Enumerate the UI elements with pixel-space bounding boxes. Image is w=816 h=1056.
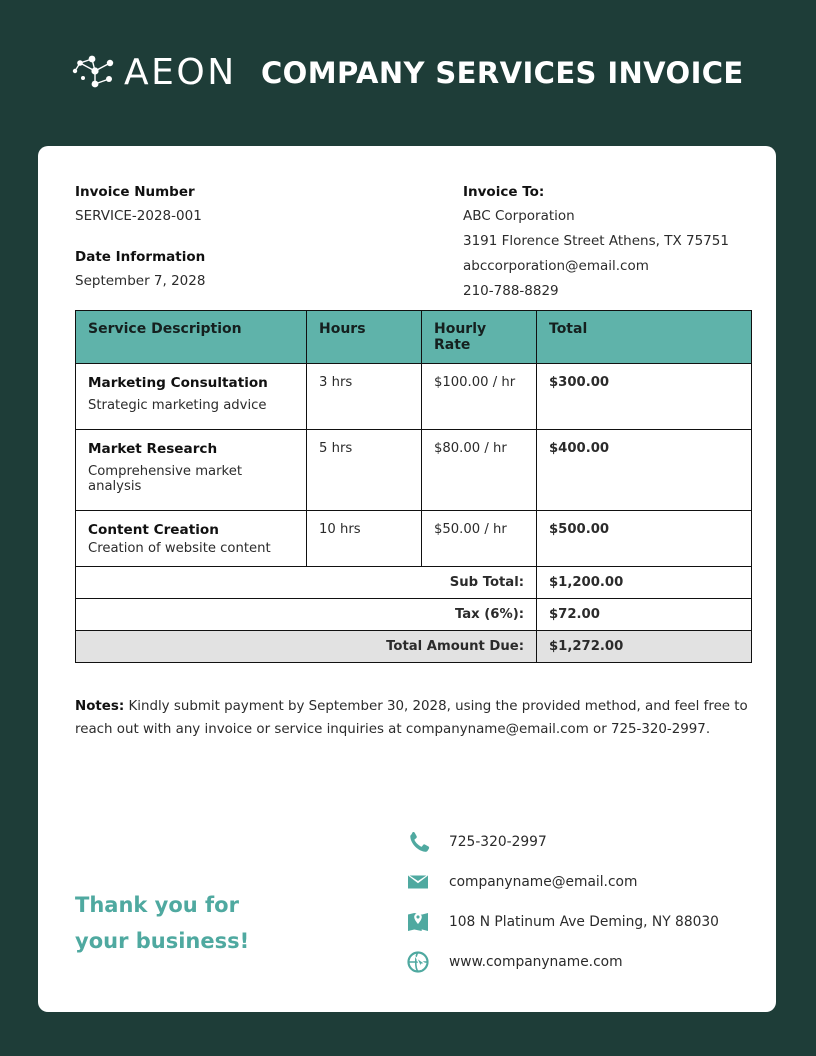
tax-label: Tax (6%): [76, 599, 537, 631]
column-header-rate: Hourly Rate [422, 311, 537, 364]
cell-service [76, 364, 307, 430]
service-title: Content Creation [88, 522, 219, 538]
cell-rate: $80.00 / hr [422, 430, 537, 511]
thank-you-line-2: your business! [75, 929, 250, 954]
table-row [76, 430, 752, 511]
contact-phone-text: 725-320-2997 [449, 834, 547, 850]
brand-logo [72, 51, 237, 95]
cell-hours: 5 hrs [307, 430, 422, 511]
table-row [76, 364, 752, 430]
envelope-icon [405, 869, 431, 895]
network-nodes-icon [72, 51, 118, 95]
tax-row [76, 599, 752, 631]
subtotal-label: Sub Total: [76, 567, 537, 599]
thank-you-line-1: Thank you for [75, 892, 239, 917]
contact-email-text: companyname@email.com [449, 874, 638, 890]
contact-address-text: 108 N Platinum Ave Deming, NY 88030 [449, 914, 719, 930]
cell-rate: $100.00 / hr [422, 364, 537, 430]
map-pin-icon [405, 909, 431, 935]
contact-website[interactable] [405, 942, 739, 982]
tax-value: $72.00 [537, 599, 752, 631]
cell-service [76, 511, 307, 567]
contact-phone[interactable] [405, 822, 739, 862]
cell-total: $500.00 [537, 511, 752, 567]
service-title: Marketing Consultation [88, 375, 268, 391]
service-title: Market Research [88, 441, 218, 457]
service-subtitle: Strategic marketing advice [88, 398, 267, 413]
contact-website-text: www.companyname.com [449, 954, 623, 970]
page-title: COMPANY SERVICES INVOICE [260, 56, 744, 90]
service-subtitle: Comprehensive market analysis [88, 464, 243, 494]
invoice-number-label: Invoice Number [75, 184, 195, 200]
contact-list [405, 822, 739, 982]
subtotal-row [76, 567, 752, 599]
service-subtitle: Creation of website content [88, 541, 271, 556]
cell-hours: 3 hrs [307, 364, 422, 430]
invoice-footer [75, 822, 739, 982]
column-header-hours: Hours [307, 311, 422, 364]
invoice-to-label: Invoice To: [463, 184, 545, 200]
notes-label: Notes: [75, 699, 125, 714]
client-phone: 210-788-8829 [463, 282, 559, 299]
column-header-description: Service Description [76, 311, 307, 364]
cell-total: $300.00 [537, 364, 752, 430]
total-amount-due-row [76, 631, 752, 663]
subtotal-value: $1,200.00 [537, 567, 752, 599]
invoice-number-value: SERVICE-2028-001 [75, 208, 202, 224]
total-amount-due-value: $1,272.00 [537, 631, 752, 663]
cell-service [76, 430, 307, 511]
invoice-meta [75, 184, 739, 302]
invoice-card [38, 146, 776, 1012]
date-information-label: Date Information [75, 248, 206, 265]
notes-section [75, 695, 751, 741]
invoice-meta-left [75, 184, 463, 302]
brand-name: AEON [124, 52, 237, 93]
client-email: abccorporation@email.com [463, 257, 649, 274]
website-cursor-icon [405, 949, 431, 975]
line-items-table [75, 310, 752, 663]
table-header-row [76, 311, 752, 364]
cell-total: $400.00 [537, 430, 752, 511]
cell-rate: $50.00 / hr [422, 511, 537, 567]
total-amount-due-label: Total Amount Due: [76, 631, 537, 663]
page-header [0, 0, 816, 146]
meta-spacer [75, 239, 463, 249]
notes-text: Kindly submit payment by September 30, 2028, using the provided method, and feel free to reach out with any invoice or service inquiries at companyname@email.com or 725-320-2997. [75, 699, 748, 738]
contact-address[interactable] [405, 902, 739, 942]
date-information-value: September 7, 2028 [75, 272, 206, 289]
client-name: ABC Corporation [463, 208, 575, 224]
column-header-total: Total [537, 311, 752, 364]
invoice-to-block [463, 184, 739, 302]
table-row [76, 511, 752, 567]
thank-you-message [75, 887, 405, 983]
cell-hours: 10 hrs [307, 511, 422, 567]
contact-email[interactable] [405, 862, 739, 902]
phone-icon [405, 829, 431, 855]
client-address: 3191 Florence Street Athens, TX 75751 [463, 232, 729, 249]
